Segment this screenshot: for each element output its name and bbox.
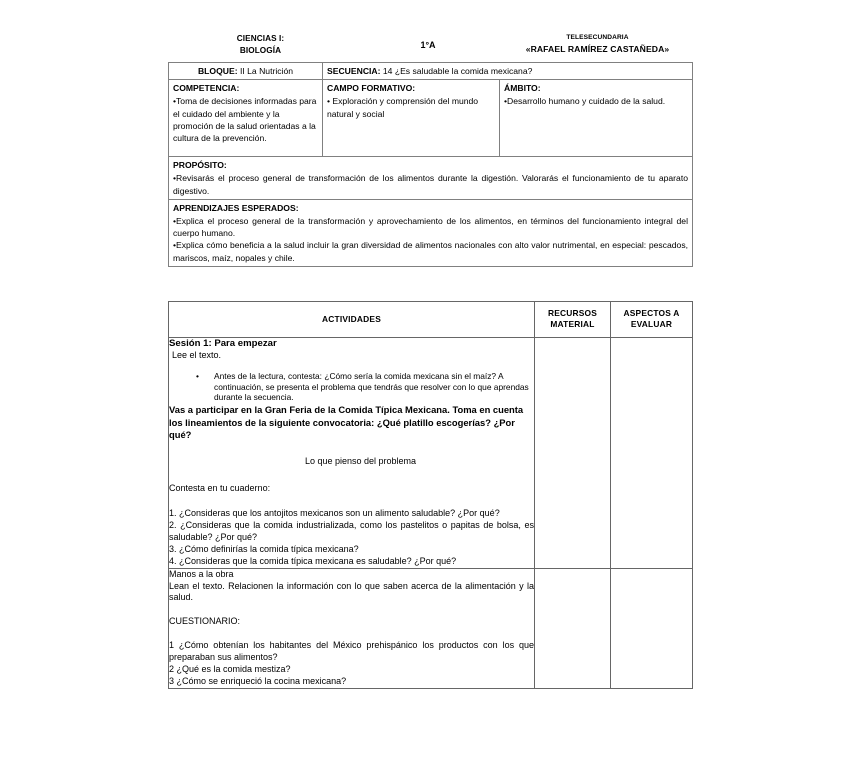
cell-session-2-activities bbox=[169, 568, 535, 688]
cell-secuencia bbox=[323, 63, 693, 80]
aspectos-line-1: ASPECTOS A bbox=[623, 308, 680, 318]
cell-aprendizajes bbox=[169, 199, 693, 266]
session-1-bold-paragraph: Vas a participar en la Gran Feria de la Comida Típica Mexicana. Toma en cuenta los lineamientos de la siguiente convocatoria: ¿Qué platillo escogerías? ¿Por qué? bbox=[169, 404, 524, 441]
aprendizaje-item-2: •Explica cómo beneficia a la salud incluir la gran diversidad de alimentos nacionales con alto valor nutrimental, en especial: pescados, mariscos, maíz, nopales y chile. bbox=[173, 240, 688, 263]
subject-heading bbox=[168, 33, 353, 57]
campo-formativo-text: • Exploración y comprensión del mundo natural y social bbox=[327, 96, 479, 119]
bloque-label: BLOQUE: bbox=[197, 66, 238, 76]
session-1-answer-prompt: Contesta en tu cuaderno: bbox=[169, 482, 271, 493]
table-row-bloque bbox=[169, 63, 693, 80]
cell-session-1-activities bbox=[169, 337, 535, 568]
secuencia-value: 14 ¿Es saludable la comida mexicana? bbox=[382, 66, 533, 76]
school-heading bbox=[503, 33, 692, 55]
activities-table bbox=[168, 301, 693, 689]
school-name: «RAFAEL RAMÍREZ CASTAÑEDA» bbox=[525, 43, 670, 54]
bloque-value: II La Nutrición bbox=[239, 66, 294, 76]
recursos-line-1: RECURSOS bbox=[547, 308, 598, 318]
table-row-session-2 bbox=[169, 568, 693, 688]
cell-competencia bbox=[169, 80, 323, 157]
school-type: TELESECUNDARIA bbox=[566, 34, 629, 41]
list-item: 2 ¿Qué es la comida mestiza? bbox=[169, 663, 291, 674]
plan-info-table bbox=[168, 62, 693, 267]
aprendizaje-item-1: •Explica el proceso general de la transformación y aprovechamiento de los alimentos, en términos del funcionamiento integral del cuerpo humano. bbox=[173, 216, 688, 239]
list-item: 3 ¿Cómo se enriqueció la cocina mexicana? bbox=[169, 675, 347, 686]
table-row-proposito bbox=[169, 157, 693, 200]
table-row-competencias bbox=[169, 80, 693, 157]
cell-session-2-recursos bbox=[535, 568, 611, 688]
aspectos-line-2: EVALUAR bbox=[630, 319, 673, 330]
cell-session-1-recursos bbox=[535, 337, 611, 568]
session-1-bullet-text: Antes de la lectura, contesta: ¿Cómo sería la comida mexicana sin el maíz? A continuación, se presenta el problema que tendrás que resolver con lo que aprendas durante la secuencia. bbox=[214, 370, 529, 403]
activities-header-row bbox=[169, 302, 693, 338]
list-item: 3. ¿Cómo definirías la comida típica mexicana? bbox=[169, 543, 359, 554]
cell-proposito bbox=[169, 157, 693, 200]
column-header-aspectos bbox=[611, 302, 693, 338]
cell-ambito bbox=[500, 80, 693, 157]
cell-session-2-aspectos bbox=[611, 568, 693, 688]
session-2-instruction: Lean el texto. Relacionen la información con lo que saben acerca de la alimentación y la salud. bbox=[169, 580, 534, 603]
competencia-text: •Toma de decisiones informadas para el cuidado del ambiente y la promoción de la salud orientadas a la cultura de la prevención. bbox=[173, 96, 317, 144]
session-1-intro: Lee el texto. bbox=[172, 350, 222, 361]
column-header-actividades: ACTIVIDADES bbox=[169, 302, 535, 338]
secuencia-label: SECUENCIA: bbox=[327, 66, 381, 76]
table-row-aprendizajes bbox=[169, 199, 693, 266]
list-item: 2. ¿Consideras que la comida industrializada, como los pastelitos o papitas de bolsa, es saludable? ¿Por qué? bbox=[169, 520, 534, 542]
grade-group: 1°A bbox=[420, 40, 436, 50]
recursos-line-2: MATERIAL bbox=[550, 319, 595, 330]
session-2-title: Manos a la obra bbox=[169, 568, 234, 579]
bullet-icon: • bbox=[196, 370, 199, 381]
cell-bloque bbox=[169, 63, 323, 80]
cuestionario-label: CUESTIONARIO: bbox=[169, 616, 241, 627]
competencia-label: COMPETENCIA: bbox=[173, 83, 240, 94]
spacer bbox=[169, 604, 534, 616]
session-1-title: Sesión 1: Para empezar bbox=[169, 337, 277, 349]
list-item: 1. ¿Consideras que los antojitos mexicanos son un alimento saludable? ¿Por qué? bbox=[169, 508, 500, 519]
spacer bbox=[169, 628, 534, 640]
cell-campo-formativo bbox=[323, 80, 500, 157]
session-1-bullet bbox=[169, 371, 534, 403]
subject-line-1: CIENCIAS I: bbox=[236, 34, 285, 43]
list-item: 1 ¿Cómo obtenían los habitantes del México prehispánico los productos con los que preparaban sus alimentos? bbox=[169, 640, 534, 662]
document-header bbox=[168, 33, 692, 61]
proposito-label: PROPÓSITO: bbox=[173, 160, 227, 171]
session-1-question-list bbox=[169, 508, 534, 567]
column-header-recursos bbox=[535, 302, 611, 338]
campo-formativo-label: CAMPO FORMATIVO: bbox=[327, 83, 416, 94]
proposito-text: •Revisarás el proceso general de transformación de los alimentos durante la digestión. Valorarás el funcionamiento de tu aparato digestivo. bbox=[173, 173, 688, 196]
aprendizajes-label: APRENDIZAJES ESPERADOS: bbox=[173, 202, 299, 213]
ambito-text: •Desarrollo humano y cuidado de la salud. bbox=[504, 96, 666, 107]
cell-session-1-aspectos bbox=[611, 337, 693, 568]
table-row-session-1 bbox=[169, 337, 693, 568]
session-1-centered-heading: Lo que pienso del problema bbox=[304, 455, 417, 466]
list-item: 4. ¿Consideras que la comida típica mexicana es saludable? ¿Por qué? bbox=[169, 555, 457, 566]
subject-line-2: BIOLOGÍA bbox=[239, 45, 282, 55]
ambito-label: ÁMBITO: bbox=[504, 83, 541, 94]
